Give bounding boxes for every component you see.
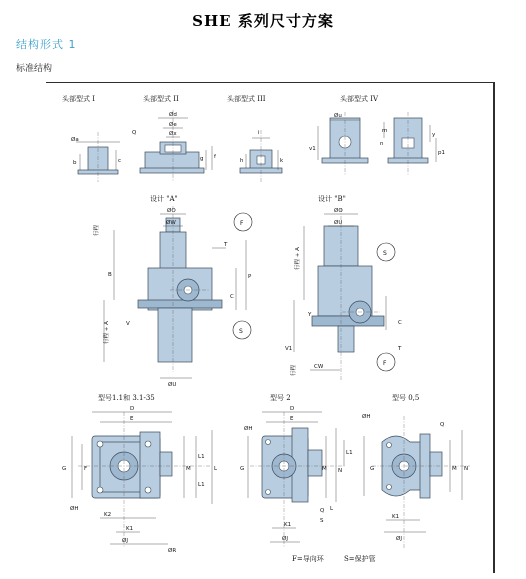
m1-dim-f: F <box>84 466 88 472</box>
m2-dim-q: Q <box>320 508 325 514</box>
m1-dim-k2: K2 <box>104 512 112 518</box>
h2-dim-e: Øe <box>169 122 177 128</box>
m1-dim-e: E <box>130 416 134 422</box>
m3-dim-k1: K1 <box>392 514 400 520</box>
model-3-drawing <box>362 413 470 548</box>
head-type-2-drawing <box>132 110 217 182</box>
h3-dim-i: i <box>258 130 260 136</box>
db-dim-c: C <box>398 320 402 326</box>
m1-dim-d: D <box>130 406 135 412</box>
design-b-label: 设计 "B" <box>318 195 346 203</box>
h2-dim-g: g <box>200 156 204 162</box>
standard-structure-label: 标准结构 <box>16 64 53 74</box>
h2-dim-f: f <box>214 154 216 160</box>
m2-dim-l: L <box>330 506 334 512</box>
m3-dim-n: N <box>464 466 469 472</box>
db-dim-v1: V1 <box>285 346 293 352</box>
da-dim-v: V <box>126 321 130 327</box>
page-title: SHE 系列尺寸方案 <box>192 12 334 30</box>
h1-dim-b: b <box>73 160 77 166</box>
da-dim-stroke: 行程 <box>94 224 100 236</box>
h1-dim-c: c <box>118 158 122 164</box>
legend-guide-ring: F=导向环 <box>292 555 324 563</box>
h4-dim-m: m <box>382 128 388 134</box>
db-dim-o: ØO <box>334 208 343 214</box>
model-2-label: 型号 2 <box>270 394 291 402</box>
head-type-1-drawing <box>71 132 121 182</box>
m2-dim-m: M <box>322 466 327 472</box>
m2-dim-j: ØJ <box>282 536 288 542</box>
m3-dim-g: G <box>370 466 375 472</box>
m1-dim-r: ØR <box>168 548 177 554</box>
model-1-drawing <box>62 406 218 554</box>
m2-dim-k1: K1 <box>284 522 292 528</box>
h2-dim-q: Q <box>132 130 137 136</box>
m1-dim-l1-top: L1 <box>198 454 205 460</box>
da-dim-stroke-a: 行程 + A <box>104 321 110 344</box>
da-dim-t: T <box>224 242 228 248</box>
da-dim-b: B <box>108 272 112 278</box>
legend-protective-tube: S=保护管 <box>344 555 376 563</box>
structure-form-heading: 结构形式 1 <box>16 38 77 51</box>
m1-dim-l1-bottom: L1 <box>198 482 205 488</box>
m1-dim-m: M <box>186 466 191 472</box>
db-dim-t: T <box>398 346 402 352</box>
h2-dim-x: Øx <box>169 131 177 137</box>
da-dim-p: P <box>248 274 252 280</box>
head-type-3-label: 头部型式 III <box>227 95 266 103</box>
h3-dim-k: k <box>280 158 284 164</box>
m1-dim-g: G <box>62 466 67 472</box>
h2-dim-d: Ød <box>169 112 177 118</box>
m2-dim-l1: L1 <box>346 450 353 456</box>
head-type-3-drawing <box>240 130 284 182</box>
head-type-2-label: 头部型式 II <box>143 95 179 103</box>
da-dim-w: ØW <box>166 220 176 226</box>
h4-dim-v1: v1 <box>309 146 316 152</box>
h4-dim-y: y <box>432 132 436 138</box>
m2-dim-n: N <box>338 468 343 474</box>
m1-dim-k1: K1 <box>126 526 134 532</box>
design-b-drawing <box>285 207 402 380</box>
head-type-4-drawing <box>309 112 445 175</box>
model-3-label: 型号 0,5 <box>392 394 420 402</box>
h4-dim-n: n <box>380 141 384 147</box>
design-a-label: 设计 "A" <box>150 195 178 203</box>
da-marker-s: S <box>239 328 243 335</box>
m1-dim-l: L <box>214 466 218 472</box>
db-marker-f: F <box>383 360 387 367</box>
db-marker-s: S <box>383 250 387 257</box>
da-dim-o: ØO <box>167 208 176 214</box>
da-marker-f: F <box>240 220 244 227</box>
m3-dim-j: ØJ <box>396 536 402 542</box>
db-dim-cw: CW <box>314 364 324 370</box>
m1-dim-h: ØH <box>70 506 79 512</box>
m3-dim-m: M <box>452 466 457 472</box>
m3-dim-q: Q <box>440 422 445 428</box>
head-type-1-label: 头部型式 I <box>62 95 95 103</box>
head-type-4-label: 头部型式 IV <box>340 95 379 103</box>
db-dim-y: Y <box>308 312 312 318</box>
h4-dim-p1: p1 <box>438 150 445 156</box>
da-dim-c: C <box>230 294 234 300</box>
m2-dim-d: D <box>290 406 295 412</box>
m2-dim-g: G <box>240 466 245 472</box>
m1-dim-j: ØJ <box>122 538 128 544</box>
db-dim-stroke: 行程 <box>291 364 297 376</box>
h4-dim-u: Øu <box>334 113 342 119</box>
h3-dim-h: h <box>240 158 244 164</box>
m3-dim-h: ØH <box>362 414 371 420</box>
m2-dim-s: S <box>320 518 324 524</box>
db-dim-stroke-a: 行程 + A <box>295 247 301 270</box>
h1-dim-a: Øa <box>71 137 79 143</box>
da-dim-u: ØU <box>168 382 177 388</box>
m2-dim-h: ØH <box>244 426 253 432</box>
model-1-label: 型号1.1和 3.1-35 <box>98 394 155 402</box>
m2-dim-e: E <box>290 416 294 422</box>
db-dim-u: ØU <box>334 220 343 226</box>
model-2-drawing <box>240 406 353 548</box>
design-a-drawing <box>92 206 252 388</box>
